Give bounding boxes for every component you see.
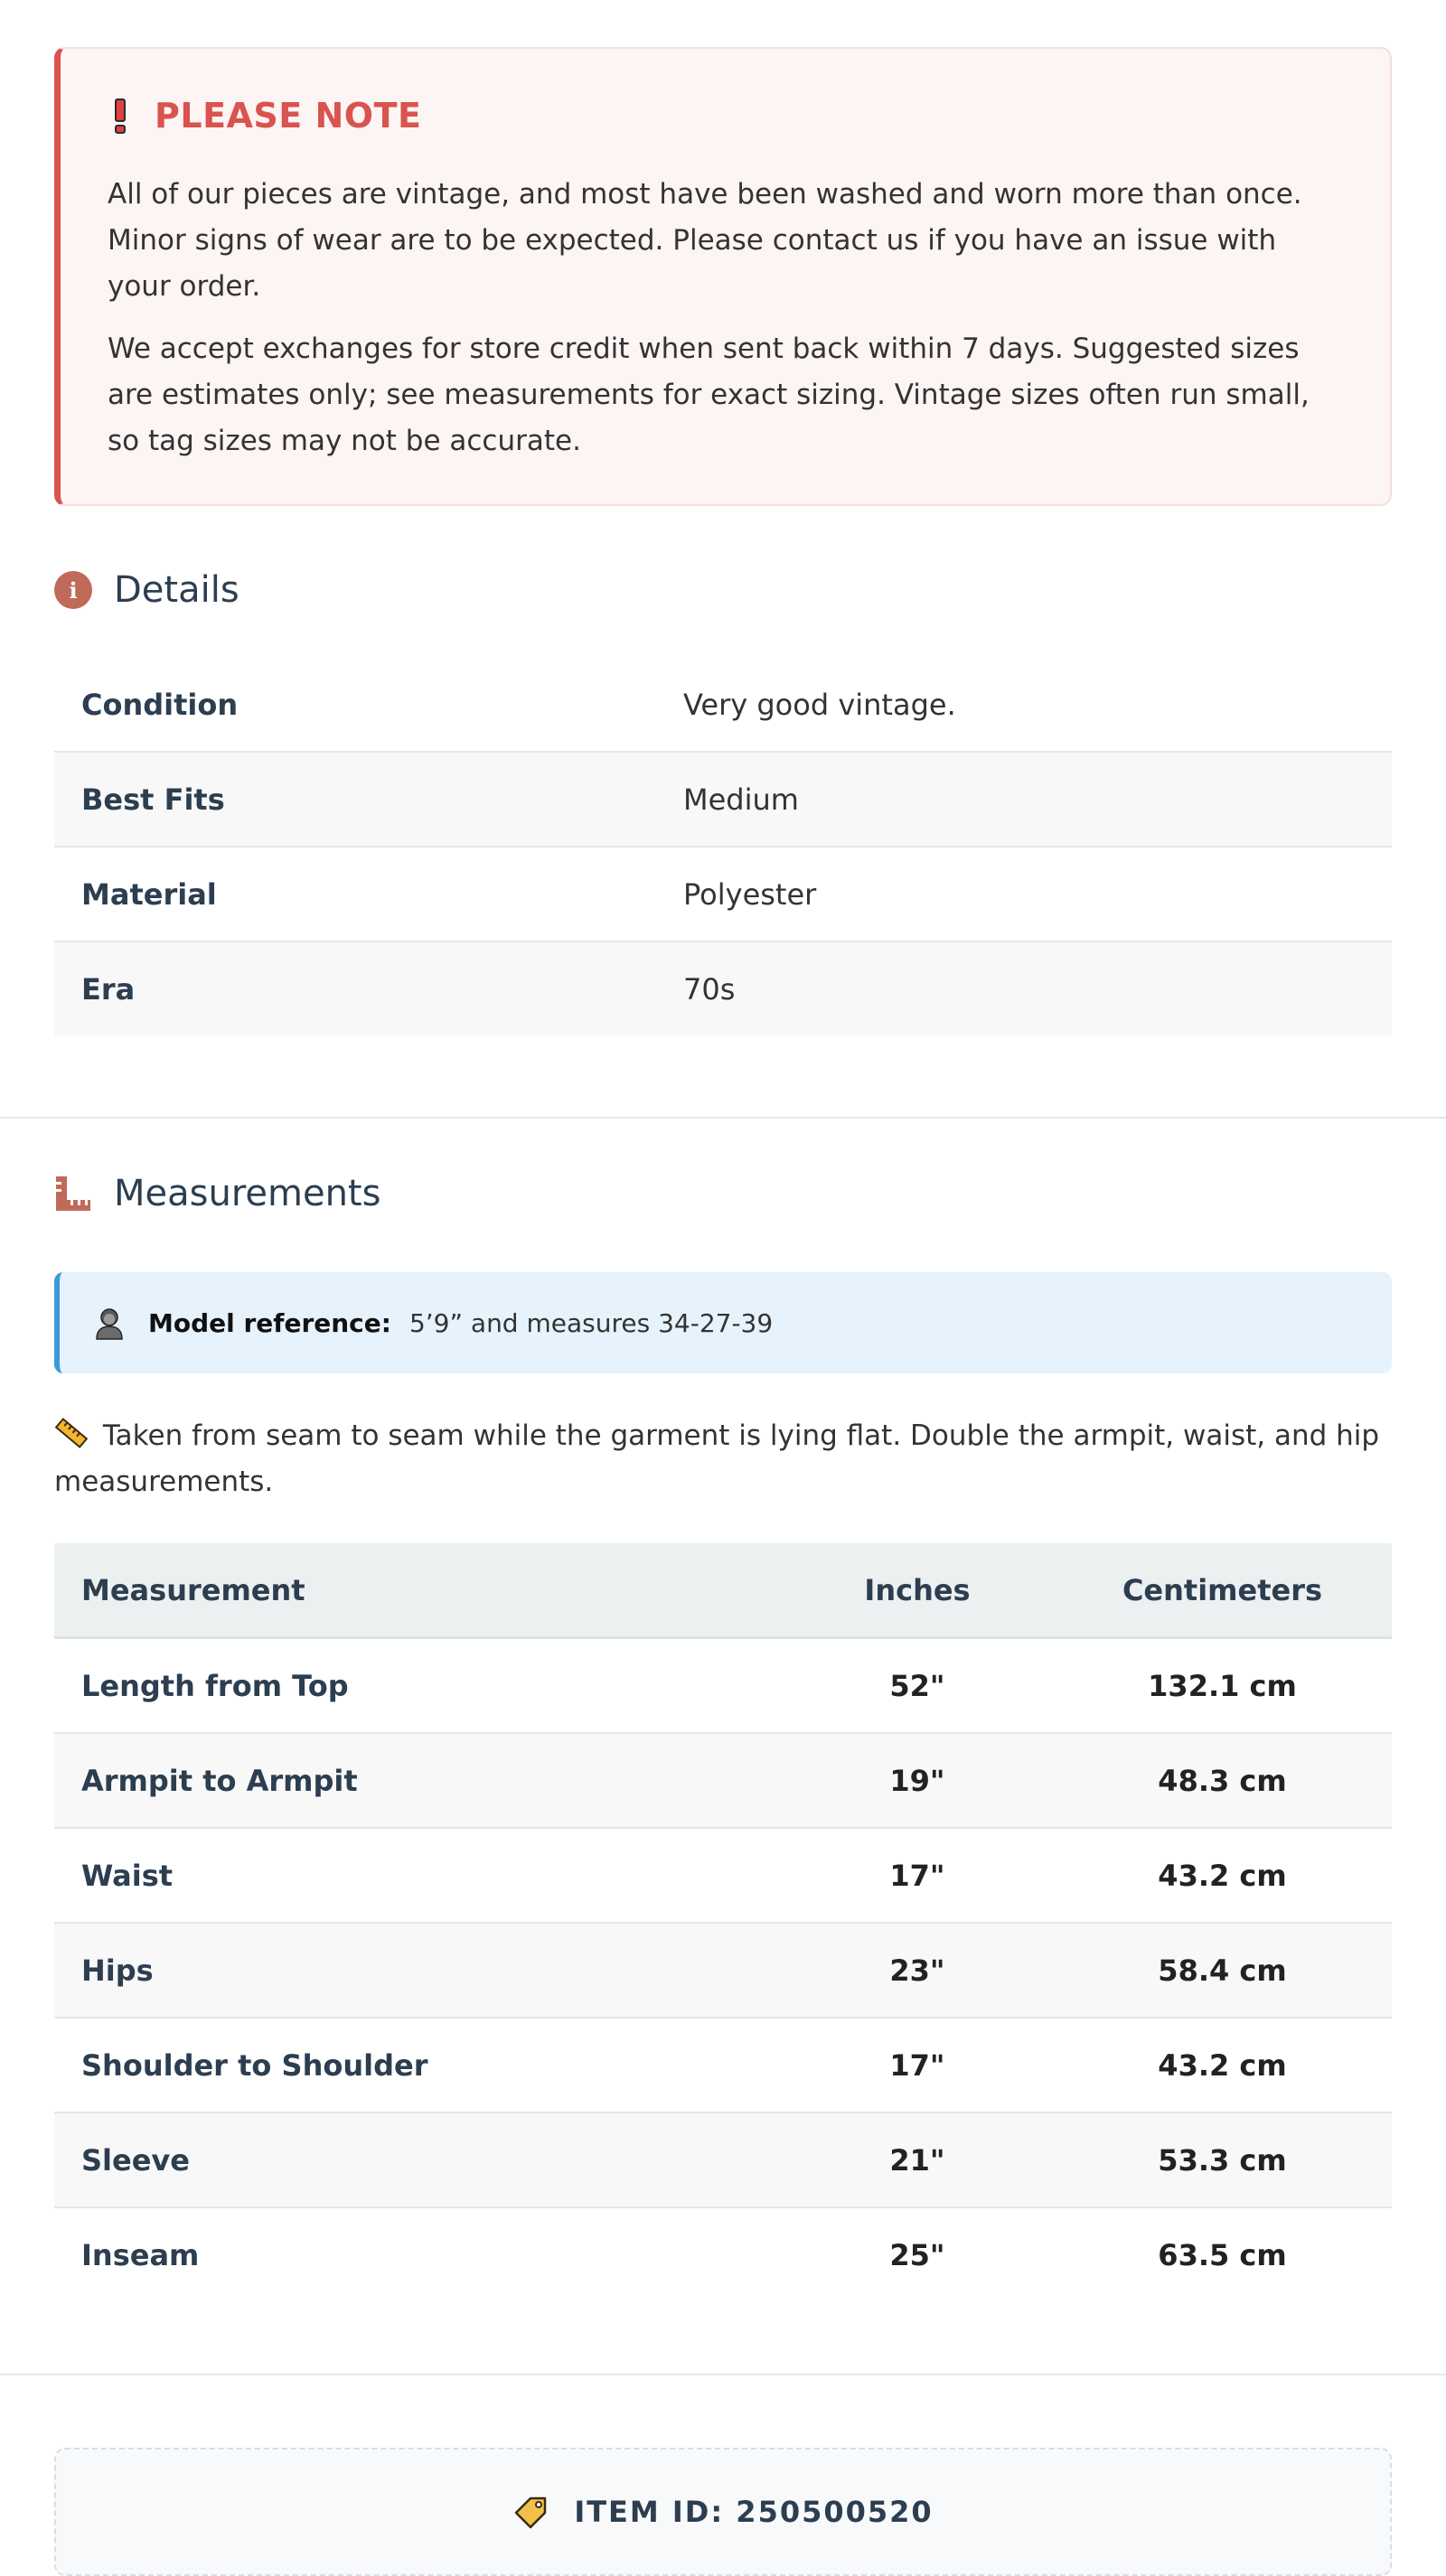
table-row (54, 1829, 1392, 1924)
notice-paragraph-2: We accept exchanges for store credit when sent back within 7 days. Suggested sizes are estimates only; see measurements for exact sizing. Vintage sizes often run small, so tag sizes may not be accurate. (108, 333, 1310, 457)
table-header-row (54, 1543, 1392, 1639)
measurement-name: Sleeve (81, 2142, 190, 2178)
tag-icon (512, 2493, 550, 2531)
details-row (54, 848, 1392, 942)
details-title: Details (114, 569, 239, 611)
measurement-inches: 23" (889, 1953, 945, 1988)
model-reference-label: Model reference: (148, 1307, 391, 1338)
details-label: Material (81, 876, 217, 912)
details-value: Polyester (683, 876, 817, 912)
measurement-name: Length from Top (81, 1668, 349, 1703)
measurement-cm: 53.3 cm (1158, 2142, 1287, 2178)
pencil-ruler-icon (54, 1417, 89, 1447)
measurement-cm: 58.4 cm (1158, 1953, 1287, 1988)
measurement-cm: 48.3 cm (1158, 1763, 1287, 1798)
measurement-cm: 132.1 cm (1148, 1668, 1297, 1703)
measurement-cm: 43.2 cm (1158, 2047, 1287, 2083)
measurement-name: Hips (81, 1953, 154, 1988)
details-table (54, 658, 1392, 1035)
ruler-icon (54, 1175, 92, 1213)
table-row (54, 2208, 1392, 2301)
details-label: Condition (81, 687, 239, 722)
measurement-inches: 17" (889, 1858, 945, 1893)
measurement-cm: 63.5 cm (1158, 2237, 1287, 2272)
measurement-name: Waist (81, 1858, 174, 1893)
notice-paragraph-1: All of our pieces are vintage, and most have been washed and worn more than once. Minor signs of wear are to be expected. Please contact us if you have an issue with your order. (108, 178, 1302, 303)
measurement-name: Armpit to Armpit (81, 1763, 358, 1798)
measurement-inches: 17" (889, 2047, 945, 2083)
model-reference-value: 5’9” and measures 34-27-39 (408, 1307, 774, 1338)
table-row (54, 1924, 1392, 2019)
measurement-inches: 21" (889, 2142, 945, 2178)
model-reference-box (54, 1272, 1392, 1373)
item-id-box (54, 2448, 1392, 2576)
measurement-name: Shoulder to Shoulder (81, 2047, 428, 2083)
details-value: Medium (683, 782, 799, 817)
measurement-name: Inseam (81, 2237, 200, 2272)
please-note-box (54, 47, 1392, 506)
person-icon (92, 1306, 127, 1340)
measurements-heading (54, 1173, 1392, 1214)
header-centimeters: Centimeters (1122, 1572, 1323, 1607)
table-row (54, 1639, 1392, 1734)
measurement-note (54, 1413, 1392, 1505)
info-icon: i (54, 571, 92, 609)
table-row (54, 2113, 1392, 2208)
details-row (54, 658, 1392, 753)
details-value: Very good vintage. (683, 687, 956, 722)
exclamation-icon (111, 98, 129, 133)
measurements-title: Measurements (114, 1173, 381, 1214)
details-row (54, 942, 1392, 1035)
notice-header (108, 96, 1343, 136)
measurement-inches: 25" (889, 2237, 945, 2272)
table-row (54, 1734, 1392, 1829)
measurement-cm: 43.2 cm (1158, 1858, 1287, 1893)
header-inches: Inches (864, 1572, 971, 1607)
header-measurement: Measurement (81, 1572, 305, 1607)
details-heading (54, 569, 1392, 611)
measurements-table (54, 1543, 1392, 2301)
measurement-inches: 52" (889, 1668, 945, 1703)
table-row (54, 2019, 1392, 2113)
details-row (54, 753, 1392, 848)
section-divider (0, 2374, 1446, 2375)
measurement-note-text: Taken from seam to seam while the garment is lying flat. Double the armpit, waist, and hip measurements. (54, 1419, 1380, 1498)
details-value: 70s (683, 971, 736, 1007)
notice-title: PLEASE NOTE (155, 96, 422, 136)
details-label: Era (81, 971, 136, 1007)
item-id: ITEM ID: 250500520 (574, 2495, 934, 2529)
details-label: Best Fits (81, 782, 225, 817)
measurement-inches: 19" (889, 1763, 945, 1798)
